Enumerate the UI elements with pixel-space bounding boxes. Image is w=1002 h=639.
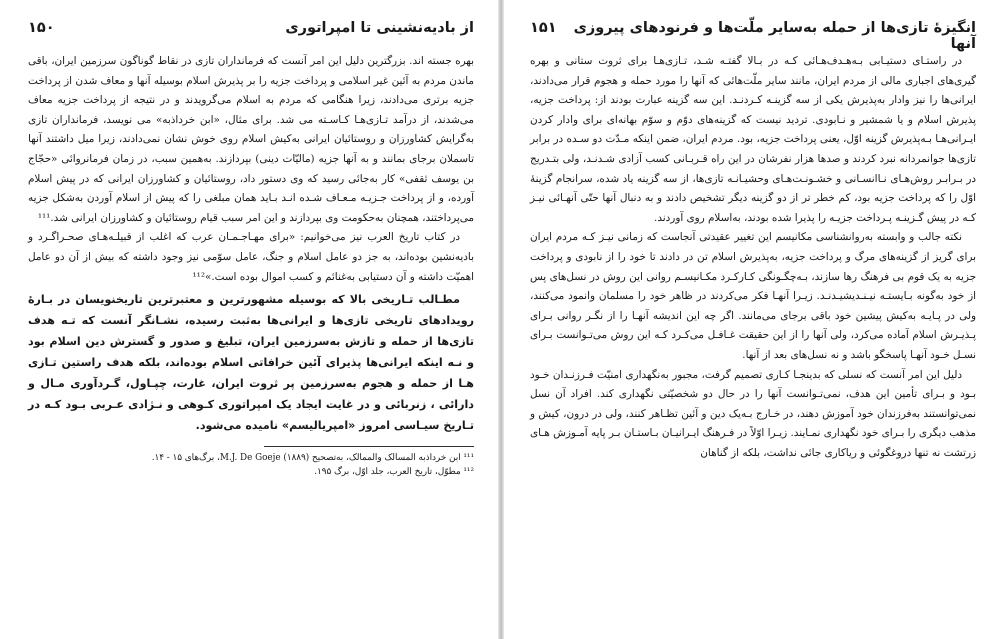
page-number: ۱۵۱ xyxy=(530,20,557,36)
running-title: انگیزهٔ تازی‌ها از حمله به‌سایر ملّت‌ها و فرنودهای پیروزی آنها xyxy=(573,20,976,52)
right-page xyxy=(502,0,1002,639)
right-page-body xyxy=(530,52,976,463)
left-page-body xyxy=(28,52,474,436)
paragraph: دلیل این امر آنست که نسلی که بدینجـا کـاری تصمیم گرفت، مجبور به‌نگهداری امنیّت فـرزنـدان خـود بـود و بـرای تأمین این هدف، نمی‌تـوانست آنها را در حال دو شخصیّتی نگهداری کند. افراد آن نسل نمی‌توانستند به‌فرزندان خود آموزش دهند، در خـارج بـه‌یک دین و آئین تظـاهر کنند، ولی در درون، کیش و مذهب دیگری را بـرای خود نگهداری نمـایند. زیـرا اوّلاً در فـرهنگ ایـرانیـان بـاستـان بـر پایه آمـوزش هـای زرتشت نه تنها دروغگوئی و ریاکاری جائی نداشت، بلکه از گناهان xyxy=(530,368,976,459)
left-page xyxy=(0,0,500,639)
footnote: ¹¹² مطوّل، تاریخ العرب، جلد اوّل، برگ ۱۹۵. xyxy=(314,467,474,478)
footnote-divider xyxy=(264,446,474,447)
paragraph: در کتاب تاریخ العرب نیز می‌خوانیم: «برای مهـاجـمـان عرب که اغلب از قبیلـه‌هـای صحـراگـرد و بادیه‌نشین بوده‌اند، به جز دو عامل اسلام و جنگ، عامل سوّمی نیز وجود داشته که بیش از آن دو عامل اهمیّت داشته و آن دستیابی به‌غنائم و کسب اموال بوده است.»¹¹² xyxy=(28,231,474,283)
footnote: ¹¹¹ ابن خرداذبه المسالک والممالک، به‌تصحیح M.J. De Goeje (۱۸۸۹)، برگ‌های ۱۵ - ۱۴. xyxy=(151,453,474,464)
paragraph: در راستـای دستیـابی بـه‌هـدف‌هـائی کـه در بـالا گفتـه شـد، تـازی‌هـا برای ثروت ستانی و بهره گیری‌های اجباری مالی از مردم ایران، مانند سایر ملّت‌هائی که آنها را مورد حمله و هجوم قرار می‌دادند، ایرانی‌ها را نیز وادار به‌پذیرش یکی از سه گزینـه کـردنـد. این سه گزینه عبارت بودند از: پرداخت جزیه، پذیرش اسلام و یا شمشیر و نـابودی. تردید نیست که گزینه‌های دوّم و سوّم بهانه‌ای برای وادار کردن ایـرانی‌هـا بـه‌پذیرش گزینه اوّل، یعنی پرداخت جزیه، بود. مردم ایران، ضمن اینکه مـدّت دو سـده در برابر تازی‌ها جوانمردانه نبرد کردند و صدها هزار نفرشان در این راه قـربـانی کسب آزادی شـدنـد، ولی بتـدریج در بـرابـر روش‌هـای نـاانسـانی و خشـونـت‌هـای وحشیـانـه تازی‌ها، از سه گزینه یاد شده، سرانجام گزینهٔ اوّل را که پرداخت جزیه بود، کم خطر تر از دو گزینه دیگر تشخیص دادند و به دنبال آنها حتّی آنهـائی نیـز کـه در پیش گـزینـه پـرداخت جزیـه را پذیرا شده بودند، به‌اسلام روی آوردند. xyxy=(530,55,976,224)
running-title: از بادیه‌نشینی تا امپراتوری xyxy=(285,20,474,36)
right-page-header xyxy=(530,20,976,52)
paragraph: بهره جسته اند. بزرگترین دلیل این امر آنست که فرمانداران تازی در نقاط گوناگون سرزمین ایران، باقی ماندن مردم به آئین غیر اسلامی و پرداخت جزیه را بر پذیرش اسلام بوسیله آنها و معاف شدن از پرداخت جزیه برتری می‌دادند، زیرا هنگامی که مردم به اسلام می‌گرویدند و در نتیجه از پرداخت جزیه معاف می‌شدند، از درآمد تـازی‌هـا کـاسـته می شد. برای مثال، «ابن خرداذبه» می نویسد، فرمانداران تازی به‌گرایش کشاورزان و روستائیان ایرانی به‌کیش اسلام روی خوش نشان نمی‌دادند، زیرا میل داشتند آنها تاسملان برجای بمانند و به آنها جزیه (مالیّات دینی) بپردازند. به‌همین سبب، در زمان فرمانروائی «حجّاج بن یوسف ثقفی» کار به‌جائی رسید که وی دستور داد، روستائیان و کشاورزان ایرانی که در پیش اسلام آورده، و از پرداخت جـزیـه مـعـاف شـده انـد بـاید همان مبلغی را که پیش از اسلام آوردن به‌شکل جزیه می‌پرداختند، همچنان به‌حکومت وی بپردازند و این امر سبب قیام روستائیان و کشاورزان ایرانی شد.¹¹¹ xyxy=(28,55,474,224)
footnotes xyxy=(28,451,474,479)
paragraph: نکته جالب و وابسته به‌روانشناسی مکانیسم این تغییر عقیدتی آنجاست که زمانی نیـز کـه مردم ایران برای گریز از گزینه‌های مرگ و پرداخت جزیه، به‌پذیرش اسلام تن در دادند تا خود را از نابودی و پرداخت جزیه به یک قوم بی فرهنگ رها سازند، بـه‌چگـونگی کـارکـرد مکـانیسـم روانی این روش در نسل‌های پس از خود به‌گونه بـایستـه نیـنـدیشیـدنـد. زیـرا آنهـا فکر می‌کردند در ظاهر خود را مسلمان وانمود می‌کنند، ولی در پـایـه به‌کیش پیشین خود باقی برجای می‌مانند. اگر چه این اندیشه آنهـا را از نگـر روانی بـرای پـذیـرش اسلام آماده می‌کرد، ولی آنها را از این حقیقت غـافـل می‌کـرد کـه این روش می‌تـوانست بـرای نسـل خـود آنهـا پاسخگو باشد و نه نسل‌های بعد از آنها. xyxy=(530,231,976,361)
page-number: ۱۵۰ xyxy=(28,20,55,36)
left-page-header xyxy=(28,20,474,44)
bold-paragraph: مطـالب تـاریخی بالا که بوسیله مشهورترین و معتبرترین تاریخنویسان در بـارهٔ رویدادهای تاریخی تازی‌ها و ایرانی‌ها به‌ثبت رسیده، نشـانگر آنست که تـه هدف تازی‌ها از حمله و تازش به‌سرزمین ایران، تبلیغ و صدور و گسترش دین اسلام بود و نـه اینکه ایرانی‌ها پذیرای آئین خرافاتی اسلام بوده‌اند، بلکه هدف راستین تـازی‌ هـا از حمله و هجوم به‌سرزمین پر ثروت ایران، غارت، چپـاول، گـردآوری مـال و دارائی ، زنربائی و در غایت ایجاد یک امپراتوری کـوهی و نـژادی عـربی بـود کـه در تـاریخ سیـاسی امروز «امپریالیسم» نامیده می‌شود. xyxy=(28,293,474,433)
